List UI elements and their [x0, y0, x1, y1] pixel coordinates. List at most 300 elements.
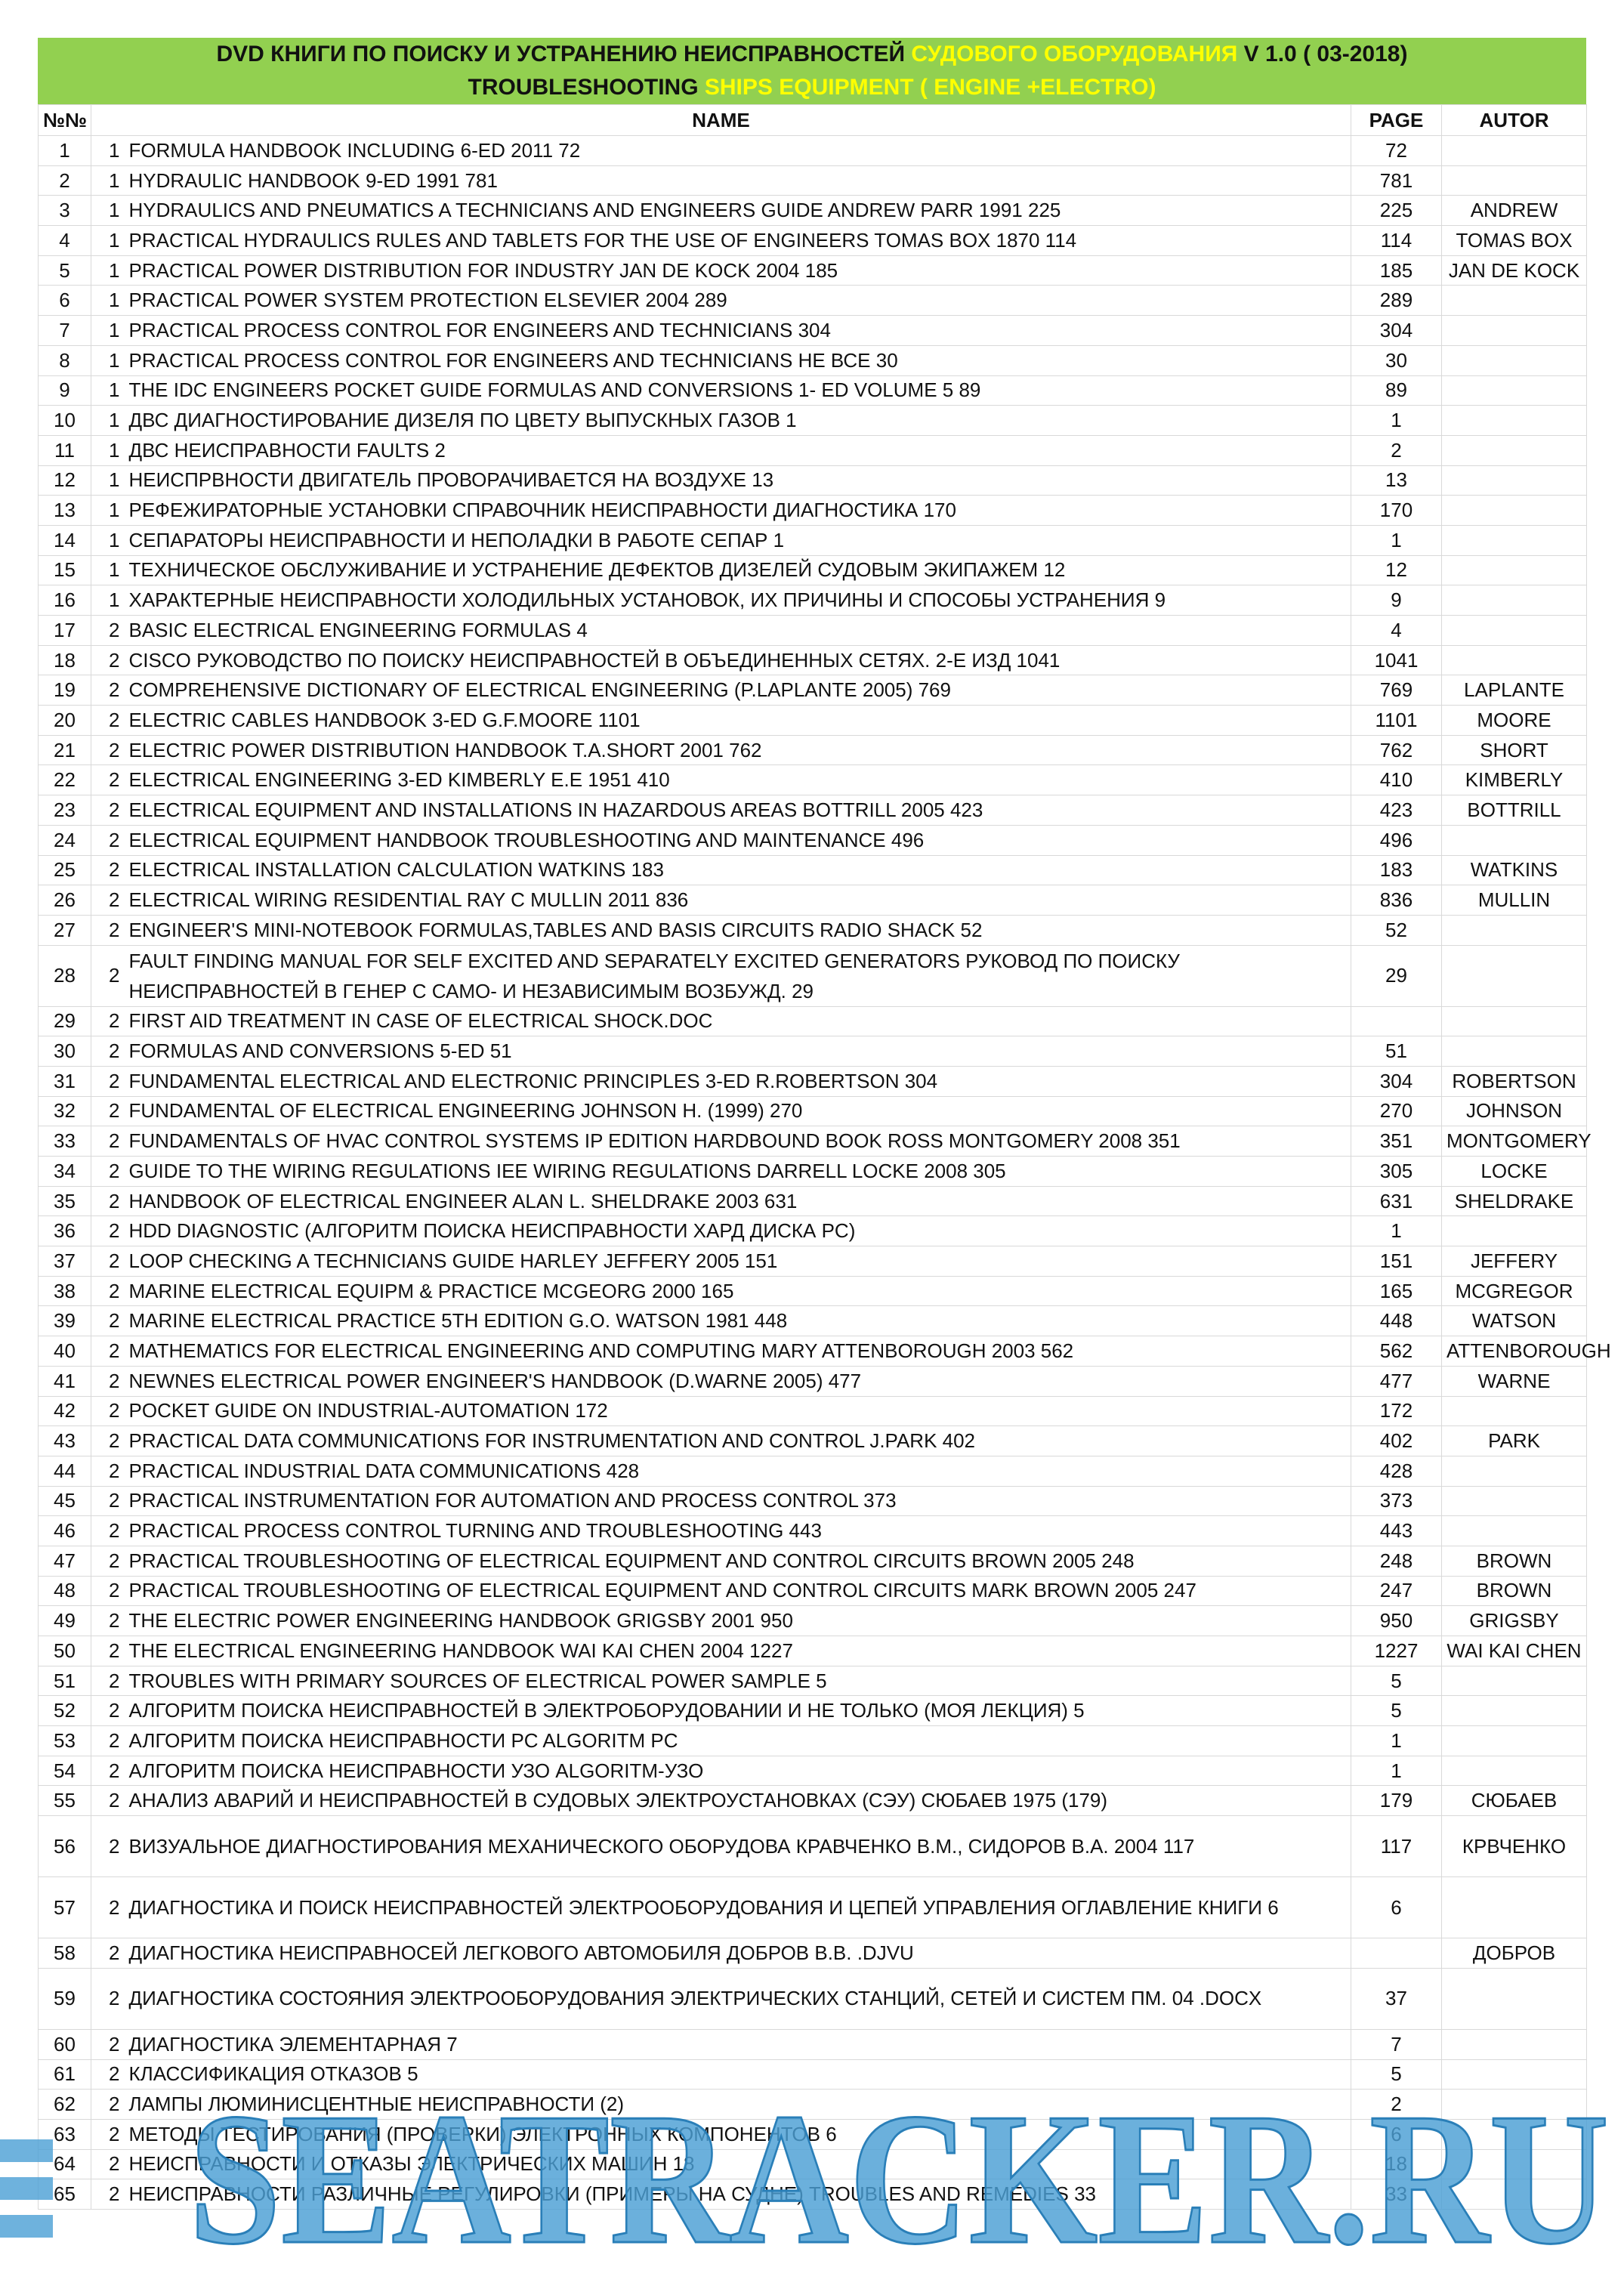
table-row	[39, 1306, 1587, 1336]
row-name: PRACTICAL INSTRUMENTATION FOR AUTOMATION AND PROCESS CONTROL 373	[125, 1486, 1351, 1516]
table-row	[39, 555, 1587, 585]
row-autor	[1442, 345, 1587, 375]
row-group: 1	[91, 435, 125, 465]
row-name: COMPREHENSIVE DICTIONARY OF ELECTRICAL ENGINEERING (P.LAPLANTE 2005) 769	[125, 675, 1351, 706]
row-page: 165	[1351, 1276, 1442, 1306]
row-autor	[1442, 2179, 1587, 2210]
row-number: 5	[39, 255, 91, 286]
row-group: 1	[91, 165, 125, 196]
row-number: 27	[39, 915, 91, 945]
row-name: ELECTRICAL EQUIPMENT AND INSTALLATIONS IN HAZARDOUS AREAS BOTTRILL 2005 423	[125, 795, 1351, 826]
title-line-2-highlight: SHIPS EQUIPMENT ( ENGINE +ELECTRO)	[704, 75, 1156, 100]
row-name: ELECTRIC CABLES HANDBOOK 3-ED G.F.MOORE 1101	[125, 706, 1351, 736]
row-autor: BOTTRILL	[1442, 795, 1587, 826]
row-autor	[1442, 1396, 1587, 1426]
row-number: 20	[39, 706, 91, 736]
table-row	[39, 2090, 1587, 2120]
row-number: 39	[39, 1306, 91, 1336]
row-autor	[1442, 406, 1587, 436]
row-group: 2	[91, 2059, 125, 2090]
row-number: 21	[39, 735, 91, 765]
row-autor	[1442, 825, 1587, 855]
row-page: 496	[1351, 825, 1442, 855]
row-page: 1	[1351, 1216, 1442, 1246]
row-page: 6	[1351, 1877, 1442, 1938]
row-group: 2	[91, 1576, 125, 1606]
row-page: 402	[1351, 1426, 1442, 1456]
table-row	[39, 735, 1587, 765]
row-group: 2	[91, 1546, 125, 1576]
row-group: 1	[91, 196, 125, 226]
row-number: 13	[39, 496, 91, 526]
title-line-1-highlight: СУДОВОГО ОБОРУДОВАНИЯ	[911, 42, 1238, 66]
row-name: PRACTICAL TROUBLESHOOTING OF ELECTRICAL EQUIPMENT AND CONTROL CIRCUITS BROWN 2005 248	[125, 1546, 1351, 1576]
row-page: 51	[1351, 1036, 1442, 1067]
row-group: 2	[91, 1036, 125, 1067]
row-autor: LAPLANTE	[1442, 675, 1587, 706]
row-number: 10	[39, 406, 91, 436]
row-name: НЕИСПРВНОСТИ ДВИГАТЕЛЬ ПРОВОРАЧИВАЕТСЯ НА ВОЗДУХЕ 13	[125, 465, 1351, 496]
row-name: НЕИСПРАВНОСТИ И ОТКАЗЫ ЭЛЕКТРИЧЕСКИХ МАШИН 18	[125, 2149, 1351, 2179]
row-name: FUNDAMENTAL OF ELECTRICAL ENGINEERING JOHNSON H. (1999) 270	[125, 1096, 1351, 1126]
row-page: 117	[1351, 1816, 1442, 1877]
title-line-2-text: TROUBLESHOOTING	[468, 75, 705, 100]
row-page: 477	[1351, 1366, 1442, 1396]
row-group: 2	[91, 1246, 125, 1277]
row-autor: ROBERTSON	[1442, 1066, 1587, 1096]
row-autor: MULLIN	[1442, 885, 1587, 916]
row-number: 3	[39, 196, 91, 226]
table-row	[39, 1456, 1587, 1486]
row-page: 1227	[1351, 1636, 1442, 1666]
row-page: 836	[1351, 885, 1442, 916]
row-name: ДВС НЕИСПРАВНОСТИ FAULTS 2	[125, 435, 1351, 465]
row-name: PRACTICAL HYDRAULICS RULES AND TABLETS FOR THE USE OF ENGINEERS TOMAS BOX 1870 114	[125, 226, 1351, 256]
row-page: 172	[1351, 1396, 1442, 1426]
row-page: 13	[1351, 465, 1442, 496]
row-autor	[1442, 1516, 1587, 1546]
row-name: NEWNES ELECTRICAL POWER ENGINEER'S HANDBOOK (D.WARNE 2005) 477	[125, 1366, 1351, 1396]
row-autor	[1442, 465, 1587, 496]
table-row	[39, 435, 1587, 465]
row-number: 51	[39, 1666, 91, 1696]
row-autor: ДОБРОВ	[1442, 1938, 1587, 1969]
row-autor	[1442, 555, 1587, 585]
row-page: 151	[1351, 1246, 1442, 1277]
row-name: FAULT FINDING MANUAL FOR SELF EXCITED AND SEPARATELY EXCITED GENERATORS РУКОВОД ПО ПОИСКУ НЕИСПРАВНОСТЕЙ В ГЕНЕР С САМО- И НЕЗАВИСИМЫМ ВОЗБУЖД. 29	[125, 945, 1351, 1006]
table-row	[39, 945, 1587, 1006]
row-name: HANDBOOK OF ELECTRICAL ENGINEER ALAN L. SHELDRAKE 2003 631	[125, 1186, 1351, 1216]
row-group: 2	[91, 1186, 125, 1216]
table-row	[39, 915, 1587, 945]
row-page	[1351, 1006, 1442, 1036]
row-autor	[1442, 585, 1587, 616]
row-name: THE ELECTRICAL ENGINEERING HANDBOOK WAI KAI CHEN 2004 1227	[125, 1636, 1351, 1666]
row-page: 170	[1351, 496, 1442, 526]
row-group: 1	[91, 525, 125, 555]
row-group: 2	[91, 1157, 125, 1187]
row-page: 225	[1351, 196, 1442, 226]
row-group: 1	[91, 226, 125, 256]
row-number: 54	[39, 1756, 91, 1786]
row-name: АЛГОРИТМ ПОИСКА НЕИСПРАВНОСТЕЙ В ЭЛЕКТРОБОРУДОВАНИИ И НЕ ТОЛЬКО (МОЯ ЛЕКЦИЯ) 5	[125, 1696, 1351, 1726]
table-row	[39, 645, 1587, 675]
row-autor: WATKINS	[1442, 855, 1587, 885]
row-group: 2	[91, 675, 125, 706]
row-name: СЕПАРАТОРЫ НЕИСПРАВНОСТИ И НЕПОЛАДКИ В РАБОТЕ СЕПАР 1	[125, 525, 1351, 555]
row-number: 36	[39, 1216, 91, 1246]
row-name: ВИЗУАЛЬНОЕ ДИАГНОСТИРОВАНИЯ МЕХАНИЧЕСКОГО ОБОРУДОВА КРАВЧЕНКО В.М., СИДОРОВ В.А. 2004 117	[125, 1816, 1351, 1877]
table-row	[39, 465, 1587, 496]
table-row	[39, 1816, 1587, 1877]
row-name: PRACTICAL PROCESS CONTROL TURNING AND TROUBLESHOOTING 443	[125, 1516, 1351, 1546]
row-group: 2	[91, 1096, 125, 1126]
row-autor: JAN DE KOCK	[1442, 255, 1587, 286]
row-number: 43	[39, 1426, 91, 1456]
row-group: 1	[91, 316, 125, 346]
row-autor: LOCKE	[1442, 1157, 1587, 1187]
row-name: АЛГОРИТМ ПОИСКА НЕИСПРАВНОСТИ PC ALGORITM PC	[125, 1726, 1351, 1756]
row-autor	[1442, 316, 1587, 346]
row-autor	[1442, 286, 1587, 316]
row-name: ДИАГНОСТИКА НЕИСПРАВНОСЕЙ ЛЕГКОВОГО АВТОМОБИЛЯ ДОБРОВ В.В. .DJVU	[125, 1938, 1351, 1969]
row-number: 19	[39, 675, 91, 706]
row-autor: BROWN	[1442, 1546, 1587, 1576]
row-name: КЛАССИФИКАЦИЯ ОТКАЗОВ 5	[125, 2059, 1351, 2090]
title-line-1	[38, 38, 1586, 71]
row-number: 34	[39, 1157, 91, 1187]
row-number: 24	[39, 825, 91, 855]
row-group: 2	[91, 1126, 125, 1157]
row-autor	[1442, 1726, 1587, 1756]
row-number: 47	[39, 1546, 91, 1576]
row-group: 2	[91, 1426, 125, 1456]
table-row	[39, 1157, 1587, 1187]
row-autor: ATTENBOROUGH	[1442, 1336, 1587, 1367]
row-name: MATHEMATICS FOR ELECTRICAL ENGINEERING AND COMPUTING MARY ATTENBOROUGH 2003 562	[125, 1336, 1351, 1367]
table-row	[39, 136, 1587, 166]
row-group: 2	[91, 1786, 125, 1816]
row-name: FIRST AID TREATMENT IN CASE OF ELECTRICAL SHOCK.DOC	[125, 1006, 1351, 1036]
row-page: 2	[1351, 435, 1442, 465]
table-row	[39, 1636, 1587, 1666]
row-page: 2	[1351, 2090, 1442, 2120]
row-page: 30	[1351, 345, 1442, 375]
row-page: 1101	[1351, 706, 1442, 736]
row-name: POCKET GUIDE ON INDUSTRIAL-AUTOMATION 172	[125, 1396, 1351, 1426]
row-number: 52	[39, 1696, 91, 1726]
row-page: 304	[1351, 316, 1442, 346]
row-page: 89	[1351, 375, 1442, 406]
row-page: 373	[1351, 1486, 1442, 1516]
row-name: ДИАГНОСТИКА СОСТОЯНИЯ ЭЛЕКТРООБОРУДОВАНИЯ ЭЛЕКТРИЧЕСКИХ СТАНЦИЙ, СЕТЕЙ И СИСТЕМ ПМ. 04 .DOCX	[125, 1968, 1351, 2029]
row-name: THE IDC ENGINEERS POCKET GUIDE FORMULAS AND CONVERSIONS 1- ED VOLUME 5 89	[125, 375, 1351, 406]
row-number: 28	[39, 945, 91, 1006]
row-name: ТЕХНИЧЕСКОЕ ОБСЛУЖИВАНИЕ И УСТРАНЕНИЕ ДЕФЕКТОВ ДИЗЕЛЕЙ СУДОВЫМ ЭКИПАЖЕМ 12	[125, 555, 1351, 585]
title-line-1-version: V 1.0 ( 03-2018)	[1237, 42, 1408, 66]
row-autor	[1442, 435, 1587, 465]
row-group: 2	[91, 1066, 125, 1096]
row-group: 1	[91, 255, 125, 286]
row-autor: ANDREW	[1442, 196, 1587, 226]
row-group: 2	[91, 1216, 125, 1246]
row-group: 2	[91, 1756, 125, 1786]
row-autor	[1442, 945, 1587, 1006]
row-autor	[1442, 645, 1587, 675]
row-name: MARINE ELECTRICAL EQUIPM & PRACTICE MCGEORG 2000 165	[125, 1276, 1351, 1306]
table-row	[39, 825, 1587, 855]
row-number: 37	[39, 1246, 91, 1277]
row-page: 305	[1351, 1157, 1442, 1187]
row-number: 1	[39, 136, 91, 166]
row-autor	[1442, 1456, 1587, 1486]
header-name: NAME	[91, 105, 1351, 136]
row-name: HYDRAULIC HANDBOOK 9-ED 1991 781	[125, 165, 1351, 196]
table-row	[39, 1366, 1587, 1396]
row-page: 29	[1351, 945, 1442, 1006]
row-name: ДИАГНОСТИКА ЭЛЕМЕНТАРНАЯ 7	[125, 2029, 1351, 2059]
row-page: 6	[1351, 2119, 1442, 2149]
row-name: ELECTRICAL INSTALLATION CALCULATION WATKINS 183	[125, 855, 1351, 885]
table-row	[39, 345, 1587, 375]
row-autor	[1442, 2029, 1587, 2059]
table-row	[39, 1096, 1587, 1126]
row-page: 289	[1351, 286, 1442, 316]
header-autor: AUTOR	[1442, 105, 1587, 136]
row-name: BASIC ELECTRICAL ENGINEERING FORMULAS 4	[125, 616, 1351, 646]
row-autor	[1442, 1666, 1587, 1696]
row-number: 7	[39, 316, 91, 346]
row-autor: JEFFERY	[1442, 1246, 1587, 1277]
header-page: PAGE	[1351, 105, 1442, 136]
table-row	[39, 1546, 1587, 1576]
row-number: 35	[39, 1186, 91, 1216]
row-group: 1	[91, 465, 125, 496]
table-row	[39, 706, 1587, 736]
row-name: FUNDAMENTAL ELECTRICAL AND ELECTRONIC PRINCIPLES 3-ED R.ROBERTSON 304	[125, 1066, 1351, 1096]
row-name: PRACTICAL PROCESS CONTROL FOR ENGINEERS AND TECHNICIANS 304	[125, 316, 1351, 346]
row-name: HDD DIAGNOSTIC (АЛГОРИТМ ПОИСКА НЕИСПРАВНОСТИ ХАРД ДИСКА PC)	[125, 1216, 1351, 1246]
row-number: 59	[39, 1968, 91, 2029]
row-number: 46	[39, 1516, 91, 1546]
row-number: 14	[39, 525, 91, 555]
row-autor	[1442, 1756, 1587, 1786]
row-page: 5	[1351, 1696, 1442, 1726]
row-page: 18	[1351, 2149, 1442, 2179]
table-row	[39, 1396, 1587, 1426]
row-name: ДВС ДИАГНОСТИРОВАНИЕ ДИЗЕЛЯ ПО ЦВЕТУ ВЫПУСКНЫХ ГАЗОВ 1	[125, 406, 1351, 436]
table-row	[39, 196, 1587, 226]
table-row	[39, 675, 1587, 706]
row-group: 2	[91, 2179, 125, 2210]
row-number: 50	[39, 1636, 91, 1666]
row-autor	[1442, 2119, 1587, 2149]
table-row	[39, 616, 1587, 646]
table-row	[39, 375, 1587, 406]
row-number: 17	[39, 616, 91, 646]
table-row	[39, 585, 1587, 616]
row-autor: SHORT	[1442, 735, 1587, 765]
row-number: 55	[39, 1786, 91, 1816]
row-autor: MCGREGOR	[1442, 1276, 1587, 1306]
row-number: 58	[39, 1938, 91, 1969]
row-page: 562	[1351, 1336, 1442, 1367]
row-name: HYDRAULICS AND PNEUMATICS A TECHNICIANS AND ENGINEERS GUIDE ANDREW PARR 1991 225	[125, 196, 1351, 226]
row-page: 762	[1351, 735, 1442, 765]
document-sheet	[38, 38, 1611, 2210]
row-number: 53	[39, 1726, 91, 1756]
row-name: ELECTRICAL WIRING RESIDENTIAL RAY C MULLIN 2011 836	[125, 885, 1351, 916]
row-page	[1351, 1938, 1442, 1969]
row-page: 1	[1351, 406, 1442, 436]
row-number: 62	[39, 2090, 91, 2120]
row-page: 410	[1351, 765, 1442, 795]
row-page: 304	[1351, 1066, 1442, 1096]
table-row	[39, 1186, 1587, 1216]
row-number: 44	[39, 1456, 91, 1486]
row-name: АНАЛИЗ АВАРИЙ И НЕИСПРАВНОСТЕЙ В СУДОВЫХ ЭЛЕКТРОУСТАНОВКАХ (СЭУ) СЮБАЕВ 1975 (179)	[125, 1786, 1351, 1816]
title-banner	[38, 38, 1586, 104]
row-name: FORMULA HANDBOOK INCLUDING 6-ED 2011 72	[125, 136, 1351, 166]
row-number: 16	[39, 585, 91, 616]
table-row	[39, 1336, 1587, 1367]
row-group: 2	[91, 795, 125, 826]
table-row	[39, 525, 1587, 555]
row-number: 9	[39, 375, 91, 406]
row-autor	[1442, 616, 1587, 646]
row-number: 48	[39, 1576, 91, 1606]
row-number: 2	[39, 165, 91, 196]
row-number: 31	[39, 1066, 91, 1096]
table-row	[39, 1756, 1587, 1786]
row-group: 2	[91, 1336, 125, 1367]
table-row	[39, 1576, 1587, 1606]
row-page: 7	[1351, 2029, 1442, 2059]
row-group: 2	[91, 735, 125, 765]
row-autor: WATSON	[1442, 1306, 1587, 1336]
title-line-2	[38, 71, 1586, 104]
table-row	[39, 1276, 1587, 1306]
row-group: 2	[91, 2090, 125, 2120]
table-row	[39, 1696, 1587, 1726]
row-name: PRACTICAL DATA COMMUNICATIONS FOR INSTRUMENTATION AND CONTROL J.PARK 402	[125, 1426, 1351, 1456]
row-autor: WARNE	[1442, 1366, 1587, 1396]
row-autor: MONTGOMERY	[1442, 1126, 1587, 1157]
table-row	[39, 1516, 1587, 1546]
row-group: 2	[91, 1486, 125, 1516]
row-group: 1	[91, 286, 125, 316]
row-autor	[1442, 496, 1587, 526]
row-autor	[1442, 2090, 1587, 2120]
row-name: MARINE ELECTRICAL PRACTICE 5TH EDITION G.O. WATSON 1981 448	[125, 1306, 1351, 1336]
row-number: 29	[39, 1006, 91, 1036]
row-group: 2	[91, 1276, 125, 1306]
row-group: 2	[91, 1696, 125, 1726]
table-header-row	[39, 105, 1587, 136]
row-name: ДИАГНОСТИКА И ПОИСК НЕИСПРАВНОСТЕЙ ЭЛЕКТРООБОРУДОВАНИЯ И ЦЕПЕЙ УПРАВЛЕНИЯ ОГЛАВЛЕНИЕ КНИГИ 6	[125, 1877, 1351, 1938]
row-group: 2	[91, 765, 125, 795]
row-autor	[1442, 915, 1587, 945]
row-page: 72	[1351, 136, 1442, 166]
row-group: 2	[91, 2149, 125, 2179]
row-autor: TOMAS BOX	[1442, 226, 1587, 256]
row-autor: GRIGSBY	[1442, 1606, 1587, 1636]
row-name: ELECTRICAL ENGINEERING 3-ED KIMBERLY E.E 1951 410	[125, 765, 1351, 795]
row-number: 63	[39, 2119, 91, 2149]
row-name: TROUBLES WITH PRIMARY SOURCES OF ELECTRICAL POWER SAMPLE 5	[125, 1666, 1351, 1696]
books-table	[38, 104, 1611, 2210]
row-group: 2	[91, 1968, 125, 2029]
row-number: 33	[39, 1126, 91, 1157]
row-page: 12	[1351, 555, 1442, 585]
row-group: 1	[91, 496, 125, 526]
row-group: 2	[91, 1636, 125, 1666]
row-group: 2	[91, 1877, 125, 1938]
row-autor	[1442, 375, 1587, 406]
row-group: 2	[91, 1726, 125, 1756]
row-autor	[1442, 136, 1587, 166]
row-name: МЕТОДЫ ТЕСТИРОВАНИЯ (ПРОВЕРКИ) ЭЛЕКТРОННЫХ КОМПОНЕНТОВ 6	[125, 2119, 1351, 2149]
row-name: АЛГОРИТМ ПОИСКА НЕИСПРАВНОСТИ УЗО ALGORITM-УЗО	[125, 1756, 1351, 1786]
row-page: 1041	[1351, 645, 1442, 675]
row-name: ЛАМПЫ ЛЮМИНИСЦЕНТНЫЕ НЕИСПРАВНОСТИ (2)	[125, 2090, 1351, 2120]
row-autor	[1442, 525, 1587, 555]
table-row	[39, 1606, 1587, 1636]
row-group: 2	[91, 1006, 125, 1036]
row-page: 423	[1351, 795, 1442, 826]
row-group: 1	[91, 136, 125, 166]
table-row	[39, 2179, 1587, 2210]
row-page: 179	[1351, 1786, 1442, 1816]
table-row	[39, 1486, 1587, 1516]
table-row	[39, 1726, 1587, 1756]
table-row	[39, 1066, 1587, 1096]
row-group: 2	[91, 1456, 125, 1486]
row-autor: PARK	[1442, 1426, 1587, 1456]
row-number: 61	[39, 2059, 91, 2090]
row-number: 60	[39, 2029, 91, 2059]
watermark-text: SEATRACKER.RU	[189, 2074, 1609, 2284]
row-number: 26	[39, 885, 91, 916]
table-row	[39, 1426, 1587, 1456]
table-row	[39, 165, 1587, 196]
table-row	[39, 1036, 1587, 1067]
row-group: 2	[91, 945, 125, 1006]
row-autor: WAI KAI CHEN	[1442, 1636, 1587, 1666]
watermark-rail-shape	[0, 2124, 60, 2253]
row-autor	[1442, 1968, 1587, 2029]
row-page: 1	[1351, 1726, 1442, 1756]
row-number: 8	[39, 345, 91, 375]
row-name: FORMULAS AND CONVERSIONS 5-ED 51	[125, 1036, 1351, 1067]
row-number: 11	[39, 435, 91, 465]
row-group: 1	[91, 555, 125, 585]
table-row	[39, 855, 1587, 885]
title-line-1-text: DVD КНИГИ ПО ПОИСКУ И УСТРАНЕНИЮ НЕИСПРАВНОСТЕЙ	[216, 42, 912, 66]
row-number: 22	[39, 765, 91, 795]
row-number: 12	[39, 465, 91, 496]
row-autor	[1442, 1006, 1587, 1036]
row-number: 45	[39, 1486, 91, 1516]
row-page: 448	[1351, 1306, 1442, 1336]
watermark-rail	[0, 2124, 60, 2253]
row-group: 2	[91, 1306, 125, 1336]
table-row	[39, 765, 1587, 795]
row-group: 2	[91, 1366, 125, 1396]
row-number: 49	[39, 1606, 91, 1636]
table-row	[39, 1877, 1587, 1938]
table-row	[39, 1216, 1587, 1246]
